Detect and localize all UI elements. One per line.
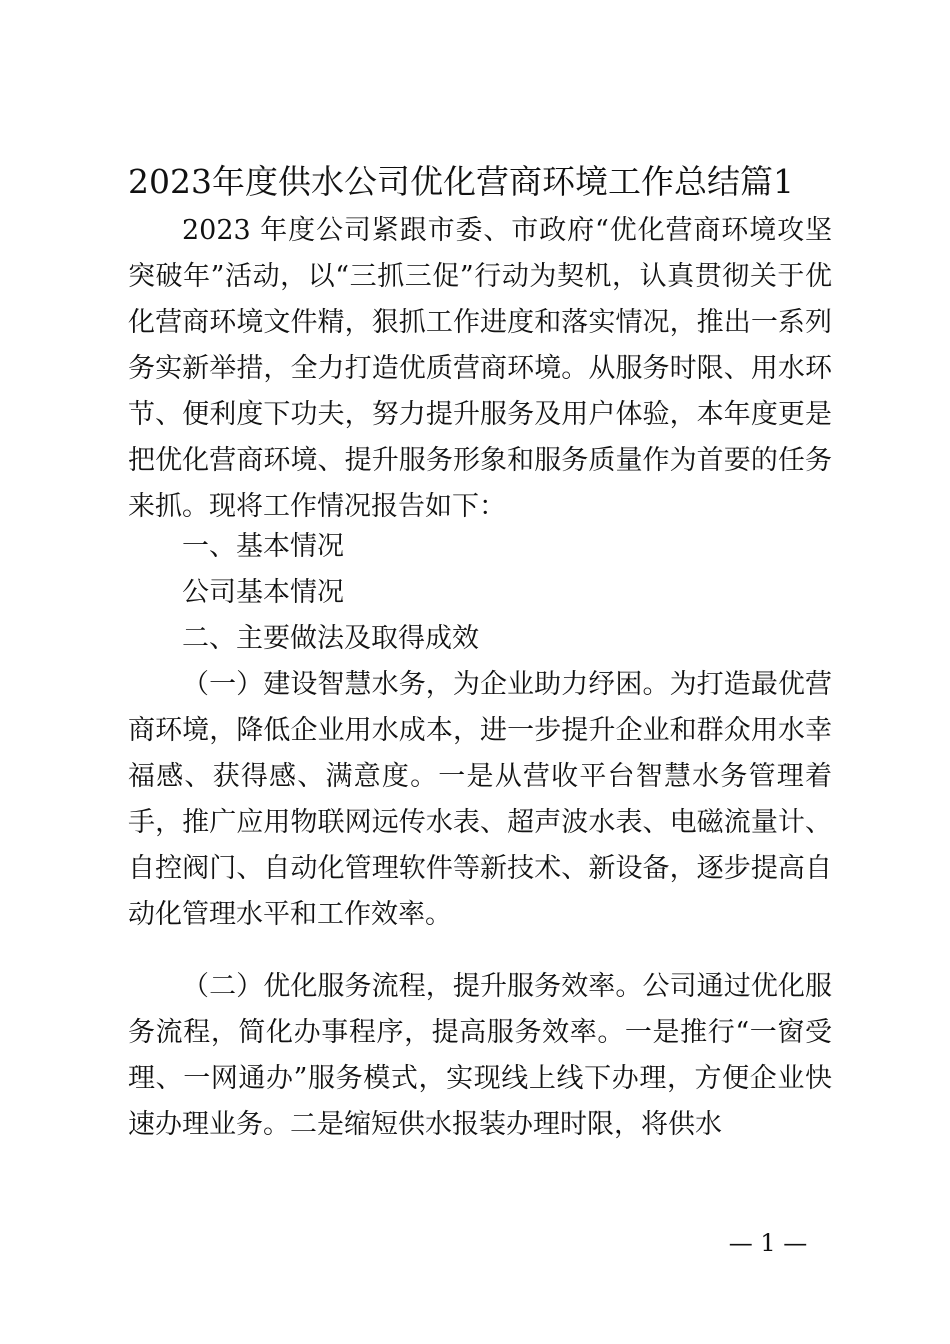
section-heading-basic: 一、基本情况 [182, 531, 344, 562]
measure-one-paragraph: （一）建设智慧水务，为企业助力纾困。为打造最优营商环境，降低企业用水成本，进一步提升企业和群众用水幸福感、获得感、满意度。一是从营收平台智慧水务管理着手，推广应用物联网远传水表、超声波水表、电磁流量计、自控阀门、自动化管理软件等新技术、新设备，逐步提高自动化管理水平和工作效率。 [128, 669, 832, 930]
document-title: 2023年度供水公司优化营商环境工作总结篇1 [128, 162, 794, 201]
measure-two-paragraph: （二）优化服务流程，提升服务效率。公司通过优化服务流程，简化办事程序，提高服务效率。一是推行“一窗受理、一网通办”服务模式，实现线上线下办理，方便企业快速办理业务。二是缩短供水报装办理时限，将供水 [128, 971, 832, 1140]
page-number: — 1 — [728, 1229, 808, 1257]
section-heading-measures: 二、主要做法及取得成效 [182, 623, 479, 654]
intro-paragraph: 2023 年度公司紧跟市委、市政府“优化营商环境攻坚突破年”活动，以“三抓三促”行动为契机，认真贯彻关于优化营商环境文件精，狠抓工作进度和落实情况，推出一系列务实新举措，全力打造优质营商环境。从服务时限、用水环节、便利度下功夫，努力提升服务及用户体验，本年度更是把优化营商环境、提升服务形象和服务质量作为首要的任务来抓。现将工作情况报告如下： [128, 215, 832, 522]
company-basic-paragraph: 公司基本情况 [182, 577, 344, 608]
